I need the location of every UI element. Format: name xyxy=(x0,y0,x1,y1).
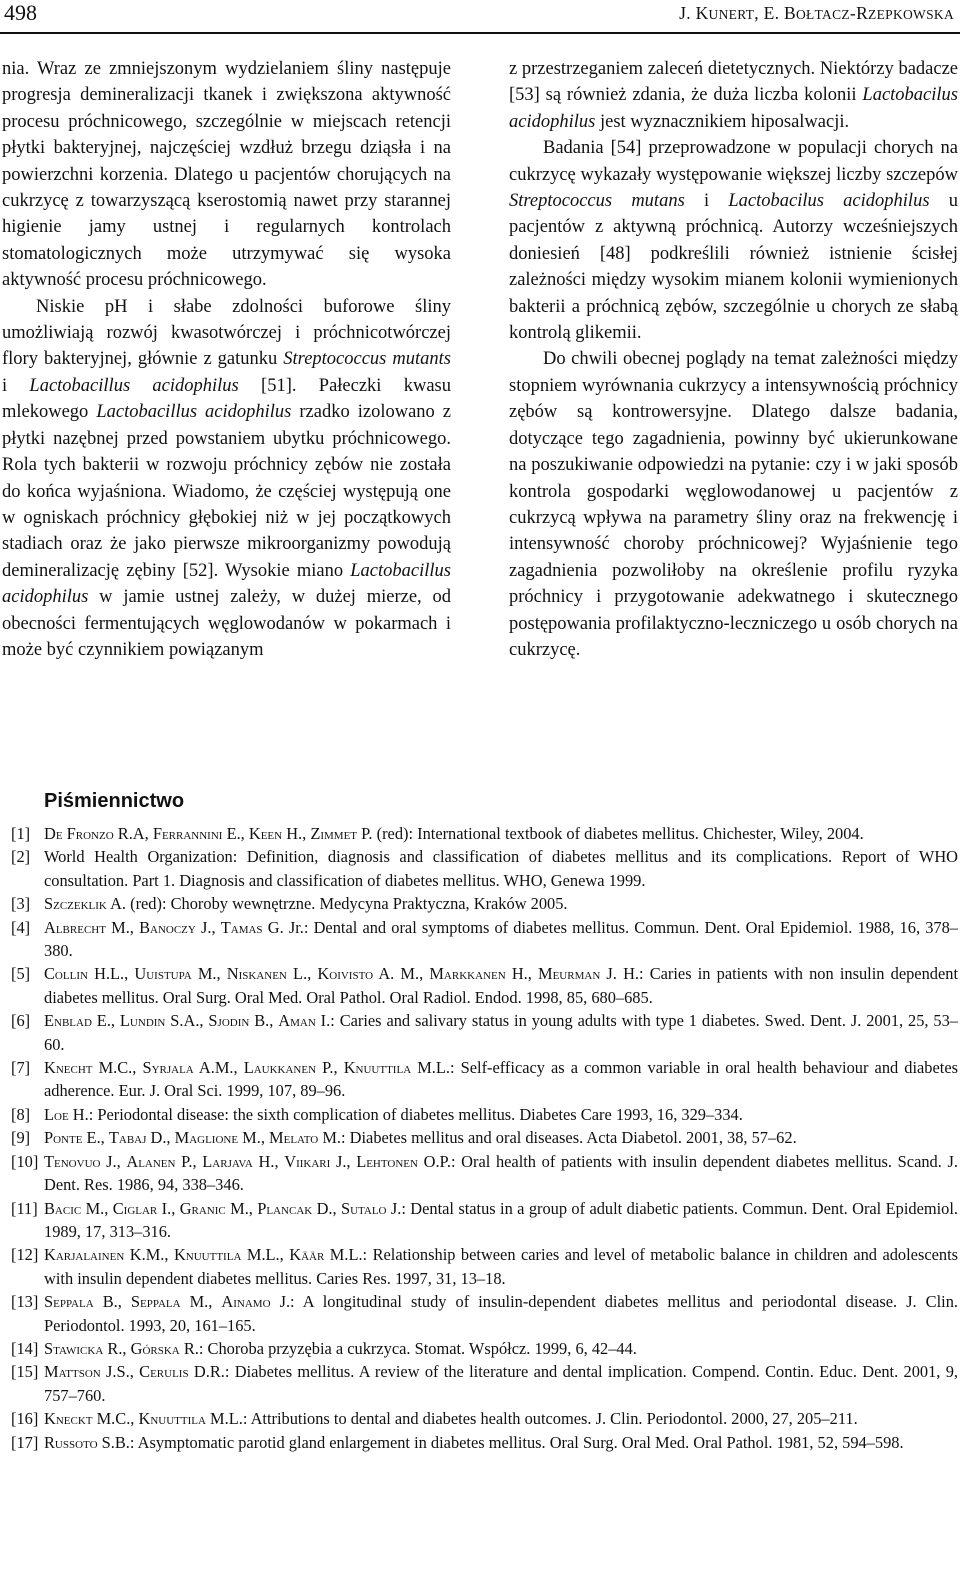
reference-item xyxy=(0,1056,958,1103)
reference-item xyxy=(0,1290,958,1337)
reference-number: [16] xyxy=(11,1409,39,1429)
reference-text: Collin H.L., Uuistupa M., Niskanen L., Koivisto A. M., Markkanen H., Meurman J. H.: Caries in patients with non insulin dependent diabetes mellitus. Oral Surg. Oral Med. Oral Pathol. Oral Radiol. Endod. 1998, 85, 680–685. xyxy=(44,964,958,1007)
right-column xyxy=(509,56,958,663)
reference-item xyxy=(0,822,958,845)
body-paragraph: Niskie pH i słabe zdolności buforowe śliny umożliwiają rozwój kwasotwórczej i próchnicotwórczej flory bakteryjnej, głównie z gatunku Streptococcus mutants i Lactobacillus acidophilus [51]. Pałeczki kwasu mlekowego Lactobacillus acidophilus rzadko izolowano z płytki nazębnej przed powstaniem ubytku próchnicowego. Rola tych bakterii w rozwoju próchnicy zębów nie została do końca wyjaśniona. Wiadomo, że częściej występują one w ogniskach próchnicy głębokiej niż w jej początkowych stadiach oraz że jako pierwsze mikroorganizmy powodują demineralizację zębiny [52]. Wysokie miano Lactobacillus acidophilus w jamie ustnej zależy, w dużej mierze, od obecności fermentujących węglowodanów w pokarmach i może być czynnikiem powiązanym xyxy=(2,296,452,660)
reference-item xyxy=(0,1103,958,1126)
reference-item xyxy=(0,1407,958,1430)
reference-number: [2] xyxy=(11,847,31,867)
body-paragraph: nia. Wraz ze zmniejszonym wydzielaniem śliny następuje progresja demineralizacji tkanek i zwiększona aktywność procesu próchnicowego, szczególnie w miejscach retencji płytki bakteryjnej, najczęściej wzdłuż brzegu dziąsła i na powierzchni korzenia. Dlatego u pacjentów chorujących na cukrzycę z towarzyszącą kserostomią nawet przy starannej higienie jamy ustnej i regularnych kontrolach stomatologicznych może utrzymywać się wysoka aktywność procesu próchnicowego. xyxy=(2,59,451,291)
reference-number: [5] xyxy=(11,964,31,984)
references-list xyxy=(0,822,958,1454)
reference-text: Loe H.: Periodontal disease: the sixth complication of diabetes mellitus. Diabetes Care 1993, 16, 329–334. xyxy=(44,1104,743,1124)
left-column xyxy=(2,56,451,663)
reference-number: [6] xyxy=(11,1011,31,1031)
reference-item xyxy=(0,1009,958,1056)
reference-item xyxy=(0,892,958,915)
running-header-authors: J. KUNERT, E. BOŁTACZ-RZEPKOWSKA xyxy=(679,3,954,23)
reference-text: Knecht M.C., Syrjala A.M., Laukkanen P., Knuuttila M.L.: Self-efficacy as a common variable in oral health behaviour and diabetes adherence. Eur. J. Oral Sci. 1999, 107, 89–96. xyxy=(44,1058,958,1101)
reference-number: [14] xyxy=(11,1338,39,1358)
reference-text: Enblad E., Lundin S.A., Sjodin B., Aman I.: Caries and salivary status in young adults with type 1 diabetes. Swed. Dent. J. 2001, 25, 53–60. xyxy=(44,1011,958,1054)
reference-text: World Health Organization: Definition, diagnosis and classification of diabetes mellitus and its complications. Report of WHO consultation. Part 1. Diagnosis and classification of diabetes mellitus. WHO, Genewa 1999. xyxy=(44,847,958,890)
reference-text: Szczeklik A. (red): Choroby wewnętrzne. Medycyna Praktyczna, Kraków 2005. xyxy=(44,894,568,914)
reference-text: Russoto S.B.: Asymptomatic parotid gland enlargement in diabetes mellitus. Oral Surg. Oral Med. Oral Pathol. 1981, 52, 594–598. xyxy=(44,1432,904,1452)
reference-number: [7] xyxy=(11,1058,31,1078)
reference-number: [13] xyxy=(11,1292,39,1312)
reference-number: [4] xyxy=(11,917,31,937)
reference-text: Mattson J.S., Cerulis D.R.: Diabetes mellitus. A review of the literature and dental implication. Compend. Contin. Educ. Dent. 2001, 9, 757–760. xyxy=(44,1362,958,1405)
reference-number: [11] xyxy=(11,1198,38,1218)
reference-number: [1] xyxy=(11,824,31,843)
reference-item xyxy=(0,1337,958,1360)
page-number: 498 xyxy=(4,0,37,25)
reference-number: [3] xyxy=(11,894,31,914)
reference-text: Tenovuo J., Alanen P., Larjava H., Viikari J., Lehtonen O.P.: Oral health of patients with insulin dependent diabetes mellitus. Scand. J. Dent. Res. 1986, 94, 338–346. xyxy=(44,1151,958,1195)
reference-number: [10] xyxy=(11,1151,39,1171)
reference-number: [8] xyxy=(11,1104,31,1124)
reference-item xyxy=(0,1126,958,1149)
body-paragraph: z przestrzeganiem zaleceń dietetycznych. Niektórzy badacze [53] są również zdania, że duża liczba kolonii Lactobacilus acidophilus jest wyznacznikiem hiposalwacji. xyxy=(509,59,958,132)
reference-text: Bacic M., Ciglar I., Granic M., Plancak D., Sutalo J.: Dental status in a group of adult diabetic patients. Commun. Dent. Oral Epidemiol. 1989, 17, 313–316. xyxy=(44,1198,958,1241)
reference-item xyxy=(0,916,958,963)
references-heading: Piśmiennictwo xyxy=(44,790,185,812)
reference-item xyxy=(0,1197,958,1244)
reference-number: [15] xyxy=(11,1362,39,1382)
body-paragraph: Badania [54] przeprowadzone w populacji chorych na cukrzycę wykazały występowanie większej liczby szczepów Streptococcus mutans i Lactobacilus acidophilus u pacjentów z aktywną próchnicą. Autorzy wcześniejszych doniesień [48] podkreślili również istnienie ścisłej zależności między wysokim mianem kolonii wymienionych bakterii a próchnicą zębów, szczególnie u chorych ze słabą kontrolą glikemii. xyxy=(509,138,958,344)
header-rule xyxy=(0,32,960,34)
reference-text: Stawicka R., Górska R.: Choroba przyzębia a cukrzyca. Stomat. Współcz. 1999, 6, 42–44. xyxy=(44,1338,637,1358)
reference-item xyxy=(0,1243,958,1290)
reference-number: [12] xyxy=(11,1245,39,1265)
reference-item xyxy=(0,1431,958,1454)
reference-text: De Fronzo R.A, Ferrannini E., Keen H., Zimmet P. (red): International textbook of diabetes mellitus. Chichester, Wiley, 2004. xyxy=(44,824,864,843)
reference-text: Kneckt M.C., Knuuttila M.L.: Attributions to dental and diabetes health outcomes. J. Clin. Periodontol. 2000, 27, 205–211. xyxy=(44,1409,858,1429)
reference-text: Karjalainen K.M., Knuuttila M.L., Käär M.L.: Relationship between caries and level of metabolic balance in children and adolescents with insulin dependent diabetes mellitus. Caries Res. 1997, 31, 13–18. xyxy=(44,1245,959,1288)
reference-item xyxy=(0,845,958,892)
reference-text: Albrecht M., Banoczy J., Tamas G. Jr.: Dental and oral symptoms of diabetes mellitus. Commun. Dent. Oral Epidemiol. 1988, 16, 378–380. xyxy=(44,917,958,961)
reference-text: Seppala B., Seppala M., Ainamo J.: A longitudinal study of insulin-dependent diabetes mellitus and periodontal disease. J. Clin. Periodontol. 1993, 20, 161–165. xyxy=(44,1292,959,1335)
reference-text: Ponte E., Tabaj D., Maglione M., Melato M.: Diabetes mellitus and oral diseases. Acta Diabetol. 2001, 38, 57–62. xyxy=(44,1128,797,1148)
reference-item xyxy=(0,1360,958,1407)
reference-item xyxy=(0,962,958,1009)
reference-number: [9] xyxy=(11,1128,31,1148)
body-paragraph: Do chwili obecnej poglądy na temat zależności między stopniem wyrównania cukrzycy a intensywnością próchnicy zębów są kontrowersyjne. Dlatego dalsze badania, dotyczące tego zagadnienia, powinny być ukierunkowane na poszukiwanie odpowiedzi na pytanie: czy i w jaki sposób kontrola gospodarki węglowodanowej u pacjentów z cukrzycą wpływa na parametry śliny oraz na frekwencję i intensywność choroby próchnicowej? Wyjaśnienie tego zagadnienia pozwoliłoby na określenie profilu ryzyka próchnicy i przygotowanie adekwatnego i skutecznego postępowania profilaktyczno-leczniczego u osób chorych na cukrzycę. xyxy=(509,349,958,660)
reference-number: [17] xyxy=(11,1432,39,1452)
reference-item xyxy=(0,1150,958,1197)
